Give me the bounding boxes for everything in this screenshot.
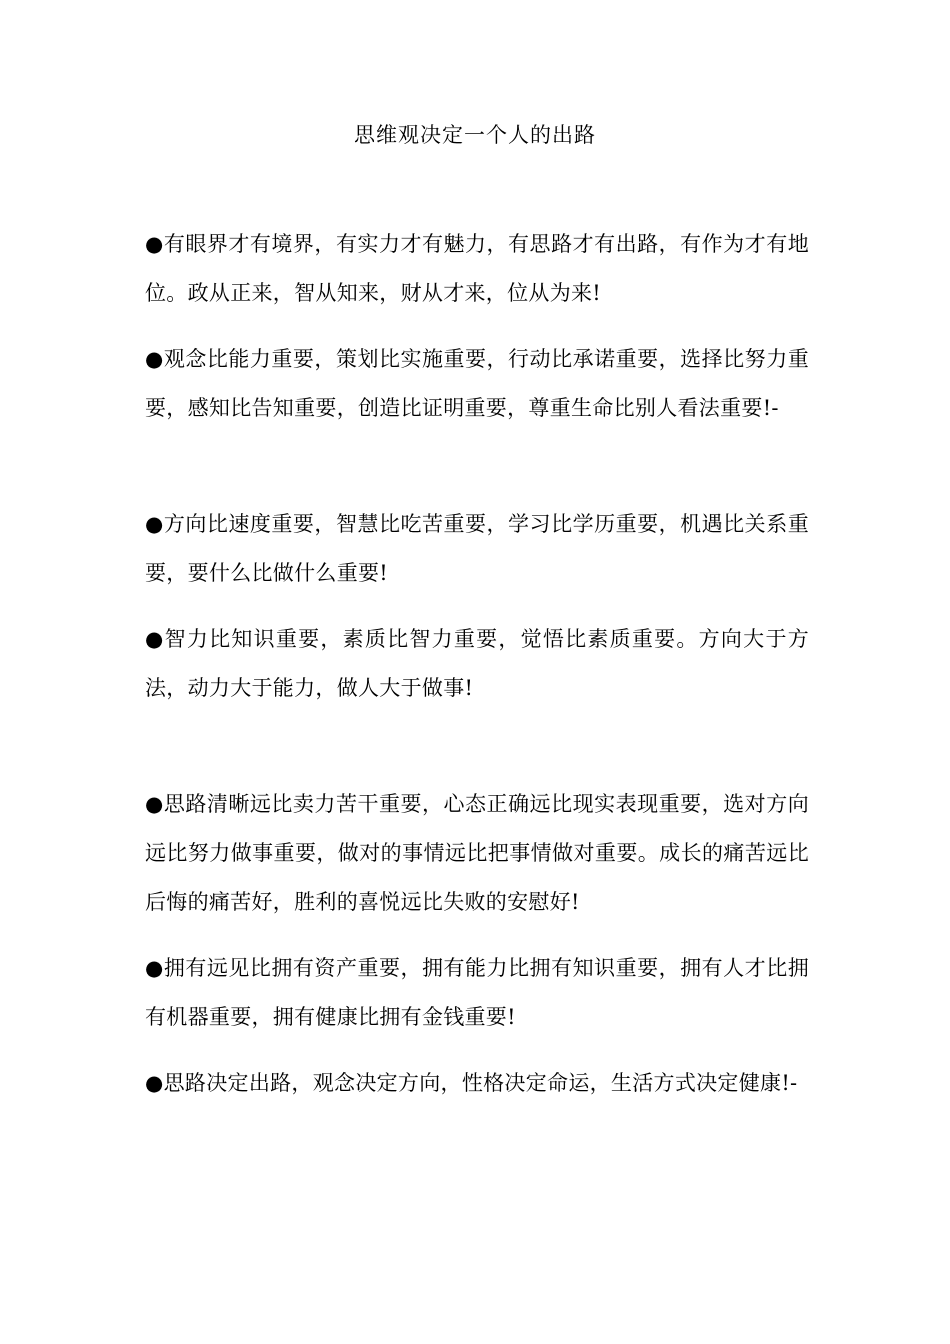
paragraph-text: 思路清晰远比卖力苦干重要，心态正确远比现实表现重要，选对方向远比努力做事重要，做对的事情远比把事情做对重要。成长的痛苦远比后悔的痛苦好，胜利的喜悦远比失败的安慰好! [145, 792, 810, 914]
paragraph-text: 拥有远见比拥有资产重要，拥有能力比拥有知识重要，拥有人才比拥有机器重要，拥有健康比拥有金钱重要! [145, 956, 810, 1029]
bullet-icon: ● [145, 1071, 164, 1095]
document-title: 思维观决定一个人的出路 [354, 123, 596, 147]
bullet-icon: ● [145, 792, 164, 816]
paragraph [145, 615, 809, 713]
bullet-icon: ● [145, 347, 164, 371]
paragraph [145, 335, 809, 433]
bullet-icon: ● [145, 512, 164, 536]
paragraph-text: 思路决定出路，观念决定方向，性格决定命运，生活方式决定健康!- [163, 1071, 798, 1095]
paragraph [145, 944, 809, 1042]
paragraph-text: 方向比速度重要，智慧比吃苦重要，学习比学历重要，机遇比关系重要，要什么比做什么重要! [145, 512, 810, 585]
paragraph-text: 智力比知识重要，素质比智力重要，觉悟比素质重要。方向大于方法，动力大于能力，做人大于做事! [145, 627, 809, 700]
paragraph [145, 500, 809, 598]
paragraph [145, 780, 809, 927]
paragraph-text: 观念比能力重要，策划比实施重要，行动比承诺重要，选择比努力重要，感知比告知重要，创造比证明重要，尊重生命比别人看法重要!- [145, 347, 810, 420]
document-body [145, 220, 809, 1108]
paragraph-text: 有眼界才有境界，有实力才有魅力，有思路才有出路，有作为才有地位。政从正来，智从知来，财从才来，位从为来! [145, 232, 810, 305]
bullet-icon: ● [145, 627, 165, 651]
paragraph [145, 220, 809, 318]
paragraph [145, 1059, 809, 1108]
bullet-icon: ● [145, 232, 164, 256]
bullet-icon: ● [145, 956, 164, 980]
